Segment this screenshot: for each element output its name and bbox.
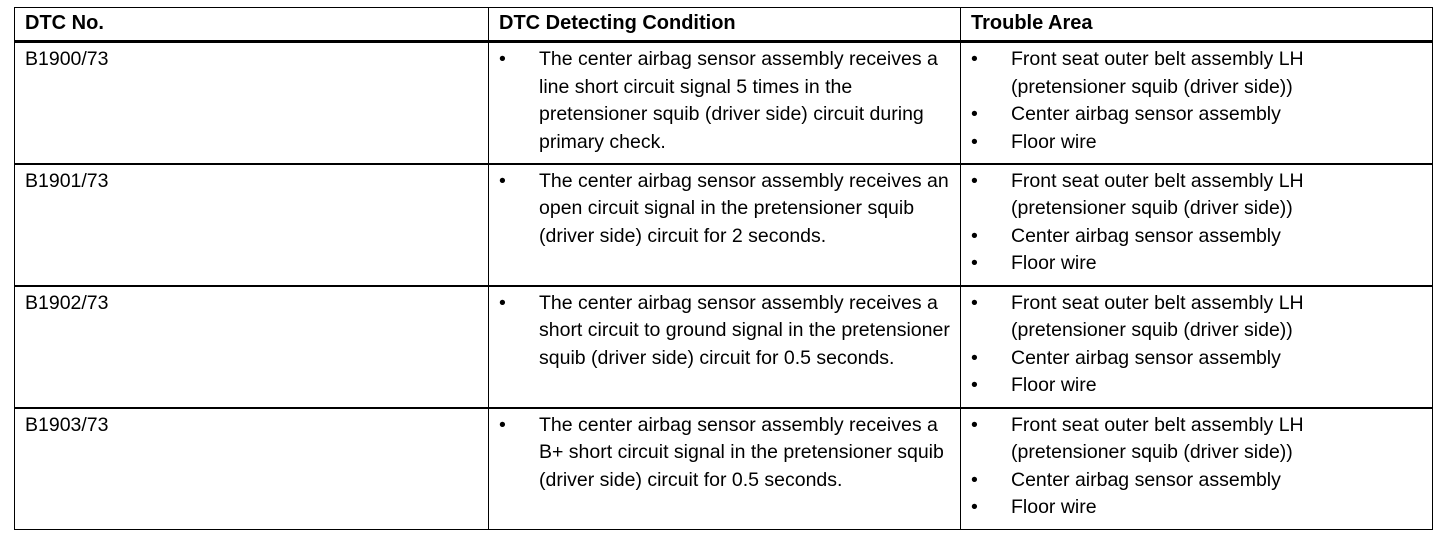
bullet-icon: • (971, 224, 978, 247)
trouble-area-item (961, 412, 1422, 467)
bullet-icon: • (971, 130, 978, 153)
bullet-icon: • (971, 468, 978, 491)
trouble-area-item (961, 129, 1422, 157)
trouble-area-text: Floor wire (1011, 374, 1097, 396)
trouble-area-list (961, 165, 1432, 278)
trouble-area-list (961, 409, 1432, 522)
table-row (15, 164, 1433, 286)
condition-list (489, 165, 960, 251)
trouble-area-text: Front seat outer belt assembly LH (pretensioner squib (driver side)) (1011, 48, 1304, 98)
trouble-area-cell (961, 408, 1433, 530)
dtc-code-cell: B1901/73 (15, 164, 489, 286)
dtc-code-cell: B1902/73 (15, 286, 489, 408)
trouble-area-text: Center airbag sensor assembly (1011, 468, 1281, 491)
condition-text: The center airbag sensor assembly receives a B+ short circuit signal in the pretensioner squib (driver side) circuit for 0.5 seconds. (539, 413, 944, 491)
condition-list-item (489, 168, 950, 251)
trouble-area-text: Floor wire (1011, 252, 1097, 274)
trouble-area-item (961, 372, 1422, 400)
bullet-icon: • (499, 413, 506, 436)
trouble-area-text: Front seat outer belt assembly LH (pretensioner squib (driver side)) (1011, 169, 1304, 219)
condition-list-item (489, 412, 950, 495)
dtc-code-cell: B1900/73 (15, 42, 489, 164)
trouble-area-item (961, 101, 1422, 129)
bullet-icon: • (499, 169, 506, 192)
detecting-condition-cell (489, 164, 961, 286)
bullet-icon: • (971, 374, 978, 396)
bullet-icon: • (971, 252, 978, 274)
table-row (15, 286, 1433, 408)
trouble-area-cell (961, 286, 1433, 408)
trouble-area-item (961, 250, 1422, 278)
table-body (15, 42, 1433, 530)
condition-text: The center airbag sensor assembly receives a short circuit to ground signal in the pretensioner squib (driver side) circuit for 0.5 seconds. (539, 291, 950, 369)
header-row (15, 8, 1433, 42)
dtc-code-cell: B1903/73 (15, 408, 489, 530)
condition-list (489, 287, 960, 373)
bullet-icon: • (971, 48, 978, 70)
bullet-icon: • (499, 291, 506, 314)
trouble-area-list (961, 287, 1432, 400)
trouble-area-text: Center airbag sensor assembly (1011, 224, 1281, 247)
trouble-area-item (961, 223, 1422, 251)
trouble-area-text: Front seat outer belt assembly LH (pretensioner squib (driver side)) (1011, 413, 1304, 463)
bullet-icon: • (971, 169, 978, 192)
table-row (15, 408, 1433, 530)
bullet-icon: • (971, 496, 978, 518)
trouble-area-item (961, 168, 1422, 223)
trouble-area-text: Floor wire (1011, 130, 1097, 153)
trouble-area-item (961, 290, 1422, 345)
trouble-area-cell (961, 42, 1433, 164)
condition-list (489, 43, 960, 156)
condition-list-item (489, 46, 950, 156)
trouble-area-item (961, 46, 1422, 101)
table-row (15, 42, 1433, 164)
condition-list-item (489, 290, 950, 373)
condition-text: The center airbag sensor assembly receives an open circuit signal in the pretensioner squib (driver side) circuit for 2 seconds. (539, 169, 949, 247)
trouble-area-list (961, 43, 1432, 156)
bullet-icon: • (971, 291, 978, 314)
trouble-area-text: Front seat outer belt assembly LH (pretensioner squib (driver side)) (1011, 291, 1304, 341)
dtc-table (14, 7, 1433, 530)
detecting-condition-cell (489, 408, 961, 530)
trouble-area-cell (961, 164, 1433, 286)
bullet-icon: • (971, 103, 978, 125)
trouble-area-item (961, 345, 1422, 373)
trouble-area-item (961, 494, 1422, 522)
trouble-area-item (961, 467, 1422, 495)
bullet-icon: • (499, 48, 506, 70)
bullet-icon: • (971, 346, 978, 369)
condition-list (489, 409, 960, 495)
header-trouble-area: Trouble Area (961, 8, 1433, 42)
trouble-area-text: Floor wire (1011, 496, 1097, 518)
bullet-icon: • (971, 413, 978, 436)
condition-text: The center airbag sensor assembly receives a line short circuit signal 5 times in the pretensioner squib (driver side) circuit during primary check. (539, 48, 938, 153)
trouble-area-text: Center airbag sensor assembly (1011, 346, 1281, 369)
detecting-condition-cell (489, 286, 961, 408)
header-detecting-condition: DTC Detecting Condition (489, 8, 961, 42)
header-dtc-no: DTC No. (15, 8, 489, 42)
trouble-area-text: Center airbag sensor assembly (1011, 103, 1281, 125)
detecting-condition-cell (489, 42, 961, 164)
